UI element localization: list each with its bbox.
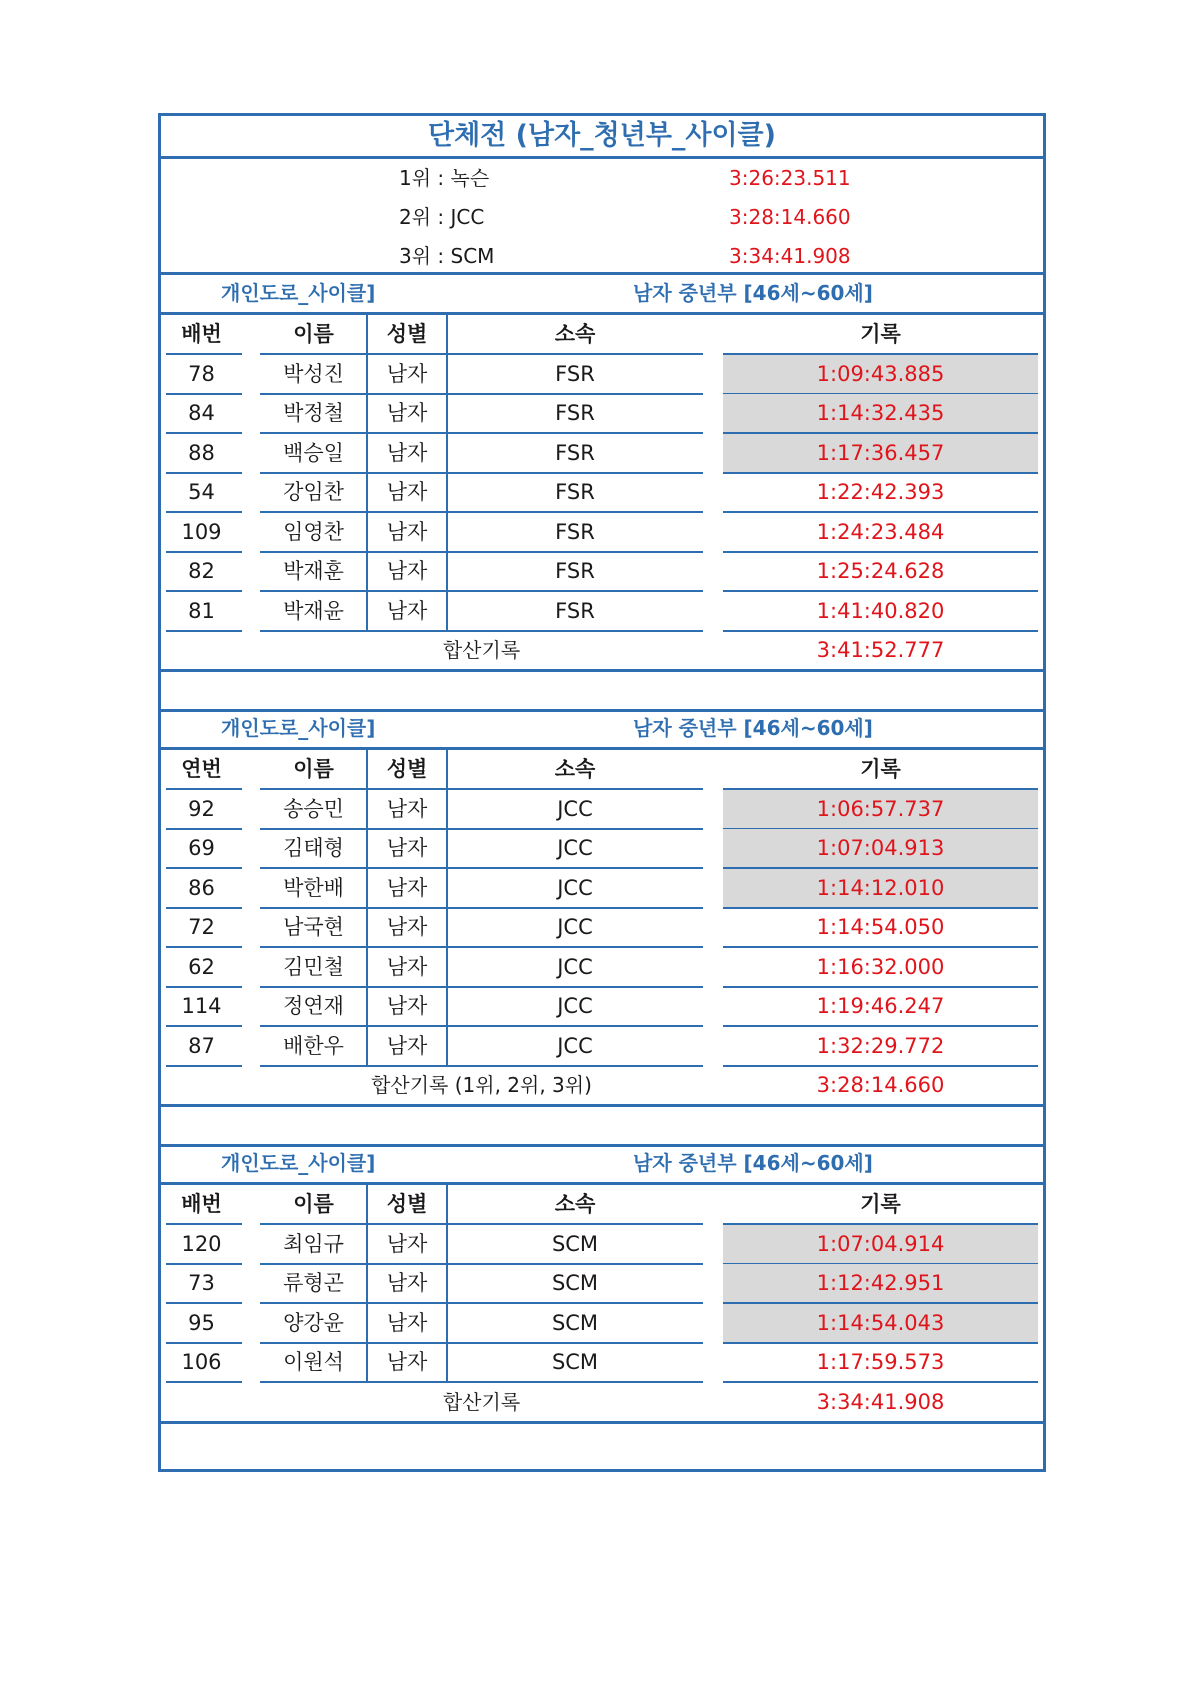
athlete-record: 1:41:40.820 xyxy=(816,598,945,623)
athlete-record: 1:24:23.484 xyxy=(816,519,945,544)
athlete-gender: 남자 xyxy=(386,1350,428,1374)
gender-column-header: 성별 xyxy=(386,322,428,346)
athlete-team: JCC xyxy=(557,954,593,979)
bib-number: 62 xyxy=(188,954,215,979)
athlete-record: 1:12:42.951 xyxy=(723,1264,1038,1302)
athlete-name: 박재윤 xyxy=(283,598,344,623)
bib-number: 72 xyxy=(188,915,215,939)
athlete-record: 1:07:04.914 xyxy=(723,1225,1038,1263)
athlete-team: JCC xyxy=(557,836,593,860)
podium-rank-1: 1위 : 녹슨 xyxy=(399,166,490,190)
athlete-gender: 남자 xyxy=(386,1231,428,1256)
record-column-header: 기록 xyxy=(860,322,901,346)
athlete-gender: 남자 xyxy=(386,401,428,425)
athlete-gender: 남자 xyxy=(386,598,428,623)
column-separator xyxy=(446,315,448,630)
number-column-header: 배번 xyxy=(181,1192,222,1216)
athlete-name: 박성진 xyxy=(283,361,344,386)
athlete-gender: 남자 xyxy=(386,1310,428,1335)
bib-number: 106 xyxy=(181,1350,222,1374)
athlete-record: 1:14:32.435 xyxy=(723,394,1038,432)
athlete-name: 남국현 xyxy=(283,915,344,939)
bib-number: 109 xyxy=(181,519,222,544)
athlete-name: 정연재 xyxy=(283,994,344,1018)
gender-column-header: 성별 xyxy=(386,1192,428,1216)
bib-number: 87 xyxy=(188,1033,215,1058)
athlete-team: JCC xyxy=(557,994,593,1018)
athlete-team: FSR xyxy=(555,598,595,623)
total-record: 3:34:41.908 xyxy=(816,1389,945,1414)
section-event-label: 개인도로_사이클] xyxy=(221,281,376,305)
athlete-name: 박재훈 xyxy=(283,559,344,583)
bib-number: 78 xyxy=(188,361,215,386)
bib-number: 54 xyxy=(188,480,215,504)
team-section-1 xyxy=(161,275,1043,662)
team-section-2 xyxy=(161,710,1043,1097)
column-separator xyxy=(366,750,368,1065)
athlete-team: FSR xyxy=(555,480,595,504)
athlete-record: 1:14:54.050 xyxy=(816,915,945,939)
total-label: 합산기록 (1위, 2위, 3위) xyxy=(371,1073,592,1097)
team-column-header: 소속 xyxy=(554,1192,596,1216)
podium-time-2: 3:28:14.660 xyxy=(729,205,851,229)
athlete-record: 1:07:04.913 xyxy=(723,829,1038,867)
section-division-label: 남자 중년부 [46세~60세] xyxy=(633,716,873,740)
athlete-name: 류형곤 xyxy=(283,1271,344,1295)
athlete-record: 1:17:36.457 xyxy=(723,434,1038,472)
athlete-name: 박한배 xyxy=(283,875,344,900)
bib-number: 73 xyxy=(188,1271,215,1295)
bib-number: 120 xyxy=(181,1231,222,1256)
column-separator xyxy=(366,315,368,630)
athlete-team: SCM xyxy=(551,1231,599,1256)
row-underline xyxy=(166,630,242,632)
section-division-label: 남자 중년부 [46세~60세] xyxy=(633,1151,873,1175)
bib-number: 69 xyxy=(188,836,215,860)
total-record: 3:28:14.660 xyxy=(816,1073,945,1097)
number-column-header: 연번 xyxy=(181,757,222,781)
bib-number: 88 xyxy=(188,440,215,465)
column-separator xyxy=(366,1185,368,1382)
total-label: 합산기록 xyxy=(442,1389,521,1414)
team-column-header: 소속 xyxy=(554,322,596,346)
athlete-team: JCC xyxy=(557,875,593,900)
record-column-header: 기록 xyxy=(860,757,901,781)
page-title: 단체전 (남자_청년부_사이클) xyxy=(428,120,776,151)
athlete-record: 1:19:46.247 xyxy=(816,994,945,1018)
athlete-team: SCM xyxy=(551,1310,599,1335)
section-event-label: 개인도로_사이클] xyxy=(221,716,376,740)
athlete-gender: 남자 xyxy=(386,836,428,860)
bib-number: 114 xyxy=(181,994,222,1018)
athlete-team: SCM xyxy=(551,1350,599,1374)
athlete-name: 강임찬 xyxy=(283,480,344,504)
gender-column-header: 성별 xyxy=(386,757,428,781)
name-column-header: 이름 xyxy=(293,322,334,346)
athlete-name: 송승민 xyxy=(283,796,344,821)
record-column-header: 기록 xyxy=(860,1192,901,1216)
podium-time-1: 3:26:23.511 xyxy=(729,166,851,190)
podium-rank-3: 3위 : SCM xyxy=(399,244,495,268)
athlete-team: FSR xyxy=(555,559,595,583)
athlete-team: JCC xyxy=(557,796,593,821)
athlete-team: FSR xyxy=(555,361,595,386)
athlete-gender: 남자 xyxy=(386,796,428,821)
name-column-header: 이름 xyxy=(293,757,334,781)
athlete-name: 배한우 xyxy=(283,1033,344,1058)
bib-number: 95 xyxy=(188,1310,215,1335)
athlete-team: JCC xyxy=(557,915,593,939)
bib-number: 92 xyxy=(188,796,215,821)
athlete-name: 임영찬 xyxy=(283,519,344,544)
athlete-record: 1:09:43.885 xyxy=(723,355,1038,393)
athlete-record: 1:06:57.737 xyxy=(723,790,1038,828)
name-column-header: 이름 xyxy=(293,1192,334,1216)
title-divider xyxy=(161,156,1043,159)
athlete-record: 1:17:59.573 xyxy=(816,1350,945,1374)
athlete-record: 1:14:54.043 xyxy=(723,1304,1038,1342)
athlete-gender: 남자 xyxy=(386,519,428,544)
row-underline xyxy=(166,1381,242,1383)
athlete-gender: 남자 xyxy=(386,954,428,979)
athlete-record: 1:14:12.010 xyxy=(723,869,1038,907)
total-record: 3:41:52.777 xyxy=(816,638,945,662)
athlete-record: 1:25:24.628 xyxy=(816,559,945,583)
column-separator xyxy=(446,1185,448,1382)
bib-number: 82 xyxy=(188,559,215,583)
athlete-record: 1:22:42.393 xyxy=(816,480,945,504)
athlete-name: 김민철 xyxy=(283,954,344,979)
athlete-gender: 남자 xyxy=(386,915,428,939)
athlete-gender: 남자 xyxy=(386,875,428,900)
athlete-gender: 남자 xyxy=(386,361,428,386)
athlete-team: FSR xyxy=(555,401,595,425)
athlete-record: 1:32:29.772 xyxy=(816,1033,945,1058)
team-section-3 xyxy=(161,1145,1043,1414)
results-sheet xyxy=(158,113,1046,1472)
section-division-label: 남자 중년부 [46세~60세] xyxy=(633,281,873,305)
bib-number: 86 xyxy=(188,875,215,900)
podium-rank-2: 2위 : JCC xyxy=(399,205,485,229)
athlete-gender: 남자 xyxy=(386,559,428,583)
bib-number: 84 xyxy=(188,401,215,425)
section-end-divider xyxy=(161,669,1043,672)
athlete-name: 김태형 xyxy=(283,836,344,860)
podium-time-3: 3:34:41.908 xyxy=(729,244,851,268)
section-event-label: 개인도로_사이클] xyxy=(221,1151,376,1175)
athlete-team: FSR xyxy=(555,440,595,465)
section-end-divider xyxy=(161,1421,1043,1424)
section-end-divider xyxy=(161,1104,1043,1107)
team-column-header: 소속 xyxy=(554,757,596,781)
athlete-team: SCM xyxy=(551,1271,599,1295)
number-column-header: 배번 xyxy=(181,322,222,346)
athlete-gender: 남자 xyxy=(386,1033,428,1058)
bib-number: 81 xyxy=(188,598,215,623)
row-underline xyxy=(166,1065,242,1067)
athlete-team: JCC xyxy=(557,1033,593,1058)
athlete-name: 최임규 xyxy=(283,1231,344,1256)
athlete-name: 이원석 xyxy=(283,1350,344,1374)
athlete-gender: 남자 xyxy=(386,994,428,1018)
athlete-name: 박정철 xyxy=(283,401,344,425)
athlete-name: 양강윤 xyxy=(283,1310,344,1335)
athlete-team: FSR xyxy=(555,519,595,544)
column-separator xyxy=(446,750,448,1065)
athlete-name: 백승일 xyxy=(283,440,344,465)
total-label: 합산기록 xyxy=(442,638,521,662)
athlete-record: 1:16:32.000 xyxy=(816,954,945,979)
athlete-gender: 남자 xyxy=(386,440,428,465)
athlete-gender: 남자 xyxy=(386,1271,428,1295)
athlete-gender: 남자 xyxy=(386,480,428,504)
